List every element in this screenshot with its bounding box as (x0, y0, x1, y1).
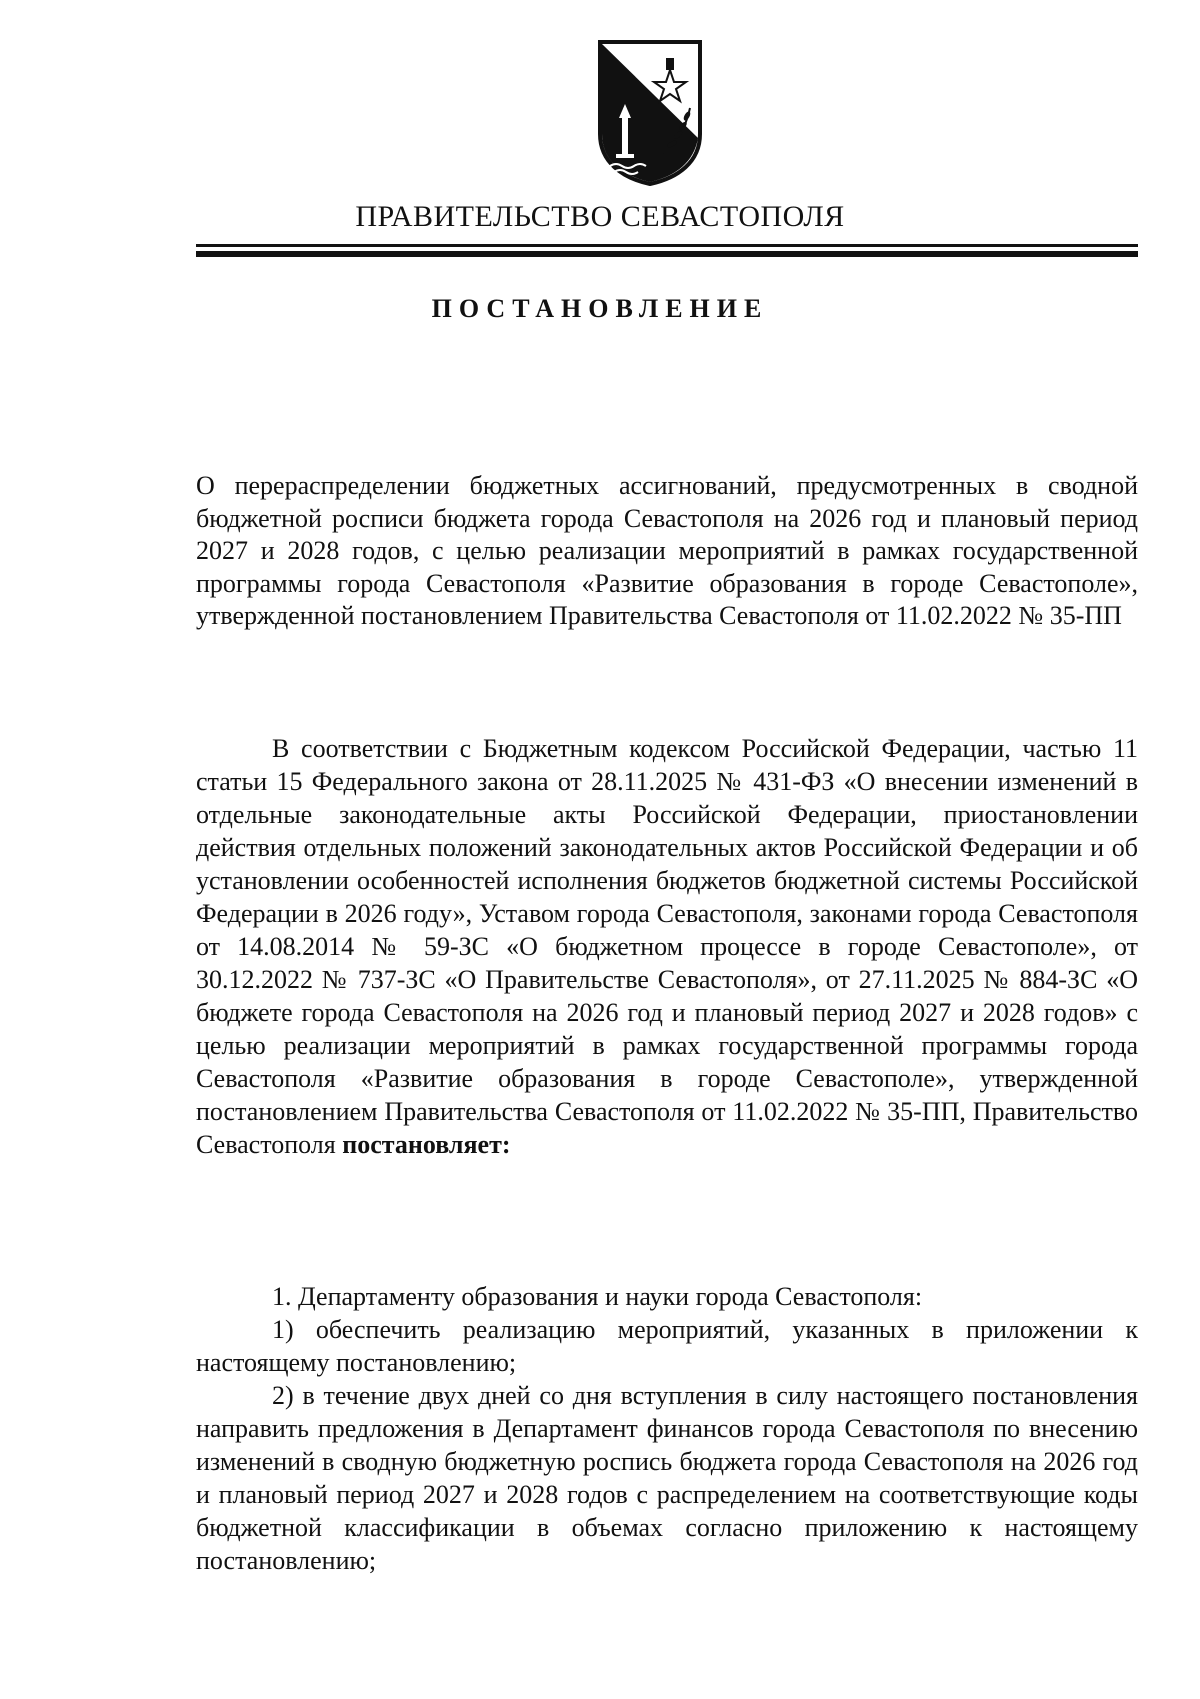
clause-1-item-2: 2) в течение двух дней со дня вступления в силу настоящего постановления направить предложения в Департамент финансов города Севастополя по внесению изменений в сводную бюджетную роспись бюджета города Севастополя на 2026 год и плановый период 2027 и 2028 годов с распределением на соответствующие коды бюджетной классификации в объемах согласно приложению к настоящему постановлению; (196, 1381, 1138, 1575)
organization-title: ПРАВИТЕЛЬСТВО СЕВАСТОПОЛЯ (355, 200, 845, 233)
coat-of-arms-icon (594, 38, 706, 188)
document-type-heading: ПОСТАНОВЛЕНИЕ (431, 294, 769, 323)
document-subject: О перераспределении бюджетных ассигнований, предусмотренных в сводной бюджетной росписи бюджета города Севастополя на 2026 год и плановый период 2027 и 2028 годов, с целью реализации мероприятий в рамках государственной программы города Севастополя «Развитие образования в городе Севастополе», утвержденной постановлением Правительства Севастополя от 11.02.2022 № 35-ПП (196, 471, 1138, 631)
clause-1-item-1: 1) обеспечить реализацию мероприятий, указанных в приложении к настоящему постановлению; (196, 1315, 1138, 1377)
preamble-text: В соответствии с Бюджетным кодексом Российской Федерации, частью 11 статьи 15 Федерального закона от 28.11.2025 № 431-ФЗ «О внесении изменений в отдельные законодательные акты Российской Федерации, приостановлении действия отдельных положений законодательных актов Российской Федерации и об установлении особенностей исполнения бюджетов бюджетной системы Российской Федерации в 2026 году», Уставом города Севастополя, законами города Севастополя от 14.08.2014 № 59-ЗС «О бюджетном процессе в городе Севастополе», от 30.12.2022 № 737-ЗС «О Правительстве Севастополя», от 27.11.2025 № 884-ЗС «О бюджете города Севастополя на 2026 год и плановый период 2027 и 2028 годов» с целью реализации мероприятий в рамках государственной программы города Севастополя «Развитие образования в городе Севастополе», утвержденной постановлением Правительства Севастополя от 11.02.2022 № 35-ПП, Правительство Севастополя (196, 734, 1138, 1159)
clauses-section (196, 1280, 1138, 1577)
header-rule-thin (196, 244, 1138, 247)
preamble-paragraph (196, 732, 1138, 1161)
header-rule-thick (196, 251, 1138, 257)
preamble-keyword: постановляет: (342, 1130, 511, 1159)
clause-1: 1. Департаменту образования и науки города Севастополя: (272, 1282, 923, 1311)
